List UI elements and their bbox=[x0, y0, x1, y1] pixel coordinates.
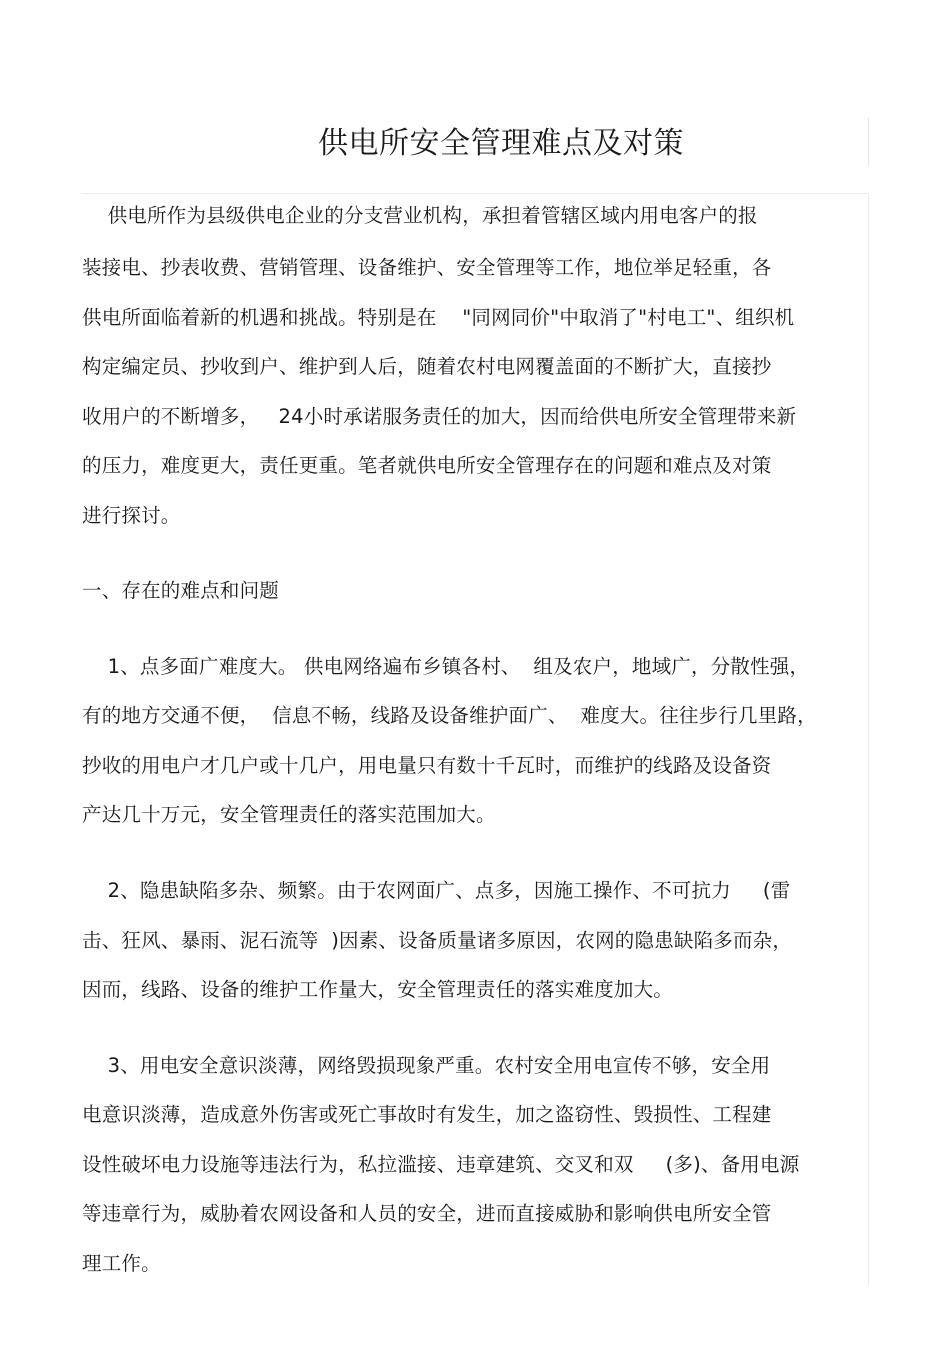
item3-line: 3、用电安全意识淡薄，网络毁损现象严重。农村安全用电宣传不够，安全用 bbox=[82, 1054, 771, 1077]
intro-line: 构定编定员、抄收到户、维护到人后，随着农村电网覆盖面的不断扩大，直接抄 bbox=[82, 355, 772, 378]
item1-line: 有的地方交通不便， 信息不畅，线路及设备维护面广、 难度大。往往步行几里路， bbox=[82, 704, 817, 727]
intro-line: 收用户的不断增多， 24小时承诺服务责任的加大，因而给供电所安全管理带来新 bbox=[82, 405, 797, 428]
header-divider bbox=[82, 193, 869, 194]
intro-line: 供电所作为县级供电企业的分支营业机构，承担着管辖区域内用电客户的报 bbox=[82, 204, 758, 227]
item3-line: 等违章行为，威胁着农网设备和人员的安全，进而直接威胁和影响供电所安全管 bbox=[82, 1202, 772, 1225]
item2-line: 2、隐患缺陷多杂、频繁。由于农网面广、点多，因施工操作、不可抗力 (雷 bbox=[82, 879, 791, 902]
item1-line: 抄收的用电户才几户或十几户，用电量只有数十千瓦时，而维护的线路及设备资 bbox=[82, 754, 772, 777]
intro-line: 供电所面临着新的机遇和挑战。特别是在 "同网同价"中取消了"村电工"、组织机 bbox=[82, 306, 795, 329]
item1-line: 1、点多面广难度大。 供电网络遍布乡镇各村、 组及农户，地域广，分散性强， bbox=[82, 655, 810, 678]
document-title: 供电所安全管理难点及对策 bbox=[318, 126, 684, 161]
item2-line: 击、狂风、暴雨、泥石流等 )因素、设备质量诸多原因，农网的隐患缺陷多而杂， bbox=[82, 929, 793, 952]
intro-line: 的压力，难度更大，责任更重。笔者就供电所安全管理存在的问题和难点及对策 bbox=[82, 454, 772, 477]
item3-line: 设性破坏电力设施等违法行为，私拉滥接、违章建筑、交叉和双 (多)、备用电源 bbox=[82, 1153, 800, 1176]
section-heading: 一、存在的难点和问题 bbox=[82, 579, 280, 602]
page-edge-line bbox=[868, 118, 869, 166]
intro-line: 进行探讨。 bbox=[82, 504, 181, 527]
item2-line: 因而，线路、设备的维护工作量大，安全管理责任的落实难度加大。 bbox=[82, 978, 674, 1001]
item3-line: 理工作。 bbox=[82, 1252, 161, 1275]
item1-line: 产达几十万元，安全管理责任的落实范围加大。 bbox=[82, 803, 496, 826]
page-edge-line bbox=[868, 195, 869, 1285]
item3-line: 电意识淡薄，造成意外伤害或死亡事故时有发生，加之盗窃性、毁损性、工程建 bbox=[82, 1103, 772, 1126]
intro-line: 装接电、抄表收费、营销管理、设备维护、安全管理等工作，地位举足轻重，各 bbox=[82, 256, 772, 279]
